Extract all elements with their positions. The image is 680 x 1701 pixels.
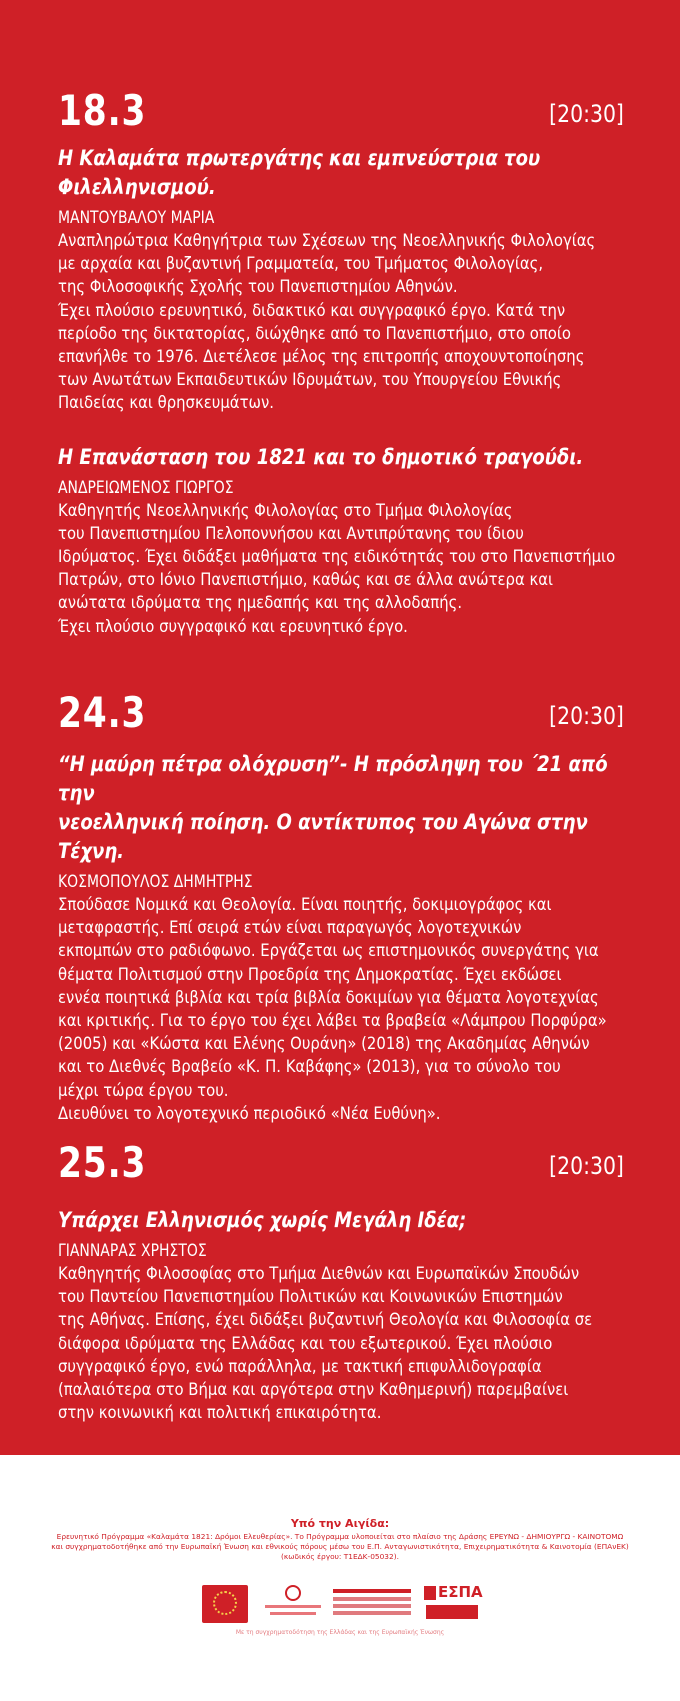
bio-line: Πατρών, στο Ιόνιο Πανεπιστήμιο, καθώς και σε άλλα ανώτερα και bbox=[58, 570, 554, 590]
bio-line: ανώτατα ιδρύματα της ημεδαπής και της αλλοδαπής. bbox=[58, 593, 463, 613]
bio-line: εκπομπών στο ραδιόφωνο. Εργάζεται ως επιστημονικός συνεργάτης για bbox=[58, 941, 599, 961]
talk-title-line: Η Καλαμάτα πρωτεργάτης και εμπνεύστρια του Φιλελληνισμού. bbox=[58, 146, 541, 199]
bio-line: Σπούδασε Νομικά και Θεολογία. Είναι ποιητής, δοκιμιογράφος και bbox=[58, 895, 552, 914]
speaker-bio bbox=[58, 499, 623, 638]
event-25-3 bbox=[58, 1138, 624, 1424]
bio-line: Έχει πλούσιο συγγραφικό και ερευνητικό έργο. bbox=[58, 616, 408, 636]
bio-line: της Φιλοσοφικής Σχολής του Πανεπιστημίου Αθηνών. bbox=[58, 277, 458, 297]
talk bbox=[58, 443, 624, 638]
bio-line: και κριτικής. Για το έργο του έχει λάβει τα βραβεία «Λάμπρου Πορφύρα» bbox=[58, 1011, 607, 1031]
date-row bbox=[58, 688, 624, 744]
bio-line: περίοδο της δικτατορίας, διώχθηκε από το Πανεπιστήμιο, στο οποίο bbox=[58, 323, 571, 343]
talk bbox=[58, 144, 624, 415]
talk-title-line: “Η μαύρη πέτρα ολόχρυση”- Η πρόσληψη του ΄21 από την bbox=[58, 752, 608, 805]
bio-line: των Ανωτάτων Εκπαιδευτικών Ιδρυμάτων, του Υπουργείου Εθνικής bbox=[58, 370, 562, 390]
speaker-name: ΑΝΔΡΕΙΩΜΕΝΟΣ ΓΙΩΡΓΟΣ bbox=[58, 477, 234, 497]
bio-line: Ιδρύματος. Έχει διδάξει μαθήματα της ειδικότητάς του στο Πανεπιστήμιο bbox=[58, 547, 616, 567]
bio-line: θέματα Πολιτισμού στην Προεδρία της Δημοκρατίας. Έχει εκδώσει bbox=[58, 964, 562, 984]
talk bbox=[58, 1206, 624, 1424]
flag-icon bbox=[424, 1586, 436, 1600]
bio-line: επανήλθε το 1976. Διετέλεσε μέλος της επιτροπής αποχουντοποίησης bbox=[58, 347, 585, 367]
talk-title bbox=[58, 750, 626, 866]
event-date: 18.3 bbox=[58, 86, 147, 135]
event-24-3 bbox=[58, 688, 624, 1125]
bio-line: και το Διεθνές Βραβείο «Κ. Π. Καβάφης» (2013), για το σύνολο του bbox=[58, 1057, 561, 1077]
funding-line: Ερευνητικό Πρόγραμμα «Καλαμάτα 1821: Δρόμοι Ελευθερίας». Το Πρόγραμμα υλοποιείται στο πλαίσιο της Δράσης ΕΡΕΥΝΩ - ΔΗΜΙΟΥΡΓΩ - ΚΑΙΝΟΤΟΜΩ bbox=[56, 1532, 624, 1541]
espa-logo bbox=[424, 1583, 483, 1623]
event-18-3 bbox=[58, 86, 624, 638]
bio-line: του Παντείου Πανεπιστημίου Πολιτικών και Κοινωνικών Επιστημών bbox=[58, 1287, 563, 1307]
logo-text-bar bbox=[333, 1589, 411, 1593]
speaker-name: ΚΟΣΜΟΠΟΥΛΟΣ ΔΗΜΗΤΡΗΣ bbox=[58, 872, 253, 891]
logo-text-bar bbox=[270, 1612, 316, 1615]
bio-line: Διευθύνει το λογοτεχνικό περιοδικό «Νέα Ευθύνη». bbox=[58, 1103, 441, 1123]
talk-title-line: νεοελληνική ποίηση. Ο αντίκτυπος του Αγώνα στην Τέχνη. bbox=[58, 810, 588, 863]
bio-line: Αναπληρώτρια Καθηγήτρια των Σχέσεων της Νεοελληνικής Φιλολογίας bbox=[58, 231, 596, 250]
bio-line: στην κοινωνική και πολιτική επικαιρότητα. bbox=[58, 1403, 382, 1423]
event-time: [20:30] bbox=[549, 100, 624, 128]
bio-line: μεταφραστής. Επί σειρά ετών είναι παραγωγός λογοτεχνικών bbox=[58, 918, 522, 938]
date-row bbox=[58, 86, 624, 142]
bio-line: Έχει πλούσιο ερευνητικό, διδακτικό και συγγραφικό έργο. Κατά την bbox=[58, 300, 566, 320]
bio-line: διάφορα ιδρύματα της Ελλάδας και του εξωτερικού. Έχει πλούσιο bbox=[58, 1333, 553, 1353]
speaker-name: ΓΙΑΝΝΑΡΑΣ ΧΡΗΣΤΟΣ bbox=[58, 1241, 207, 1260]
event-time: [20:30] bbox=[549, 1152, 624, 1180]
logo-text-bar bbox=[333, 1597, 411, 1601]
logo-block bbox=[426, 1605, 478, 1619]
talk-title-line: Υπάρχει Ελληνισμός χωρίς Μεγάλη Ιδέα; bbox=[58, 1208, 467, 1232]
footer bbox=[0, 1455, 680, 1701]
bio-line: Παιδείας και θρησκευμάτων. bbox=[58, 393, 274, 413]
espa-logo-text: ΕΣΠΑ bbox=[438, 1583, 483, 1601]
talk-title bbox=[58, 144, 626, 202]
logo-text-bar bbox=[333, 1611, 411, 1615]
logo-text-bar bbox=[333, 1604, 411, 1608]
bio-line: Καθηγητής Φιλοσοφίας στο Τμήμα Διεθνών και Ευρωπαϊκών Σπουδών bbox=[58, 1264, 580, 1283]
bio-line: Καθηγητής Νεοελληνικής Φιλολογίας στο Τμήμα Φιλολογίας bbox=[58, 500, 513, 520]
bio-line: μέχρι τώρα έργου του. bbox=[58, 1080, 229, 1100]
eu-flag-logo bbox=[202, 1585, 248, 1623]
bio-line: εννέα ποιητικά βιβλία και τρία βιβλία δοκιμίων για θέματα λογοτεχνίας bbox=[58, 987, 599, 1007]
funding-text bbox=[40, 1532, 640, 1562]
epanek-logo bbox=[333, 1585, 411, 1623]
patronage-heading: Υπό την Αιγίδα: bbox=[290, 1517, 390, 1530]
event-date: 25.3 bbox=[58, 1138, 147, 1187]
eu-stars-icon bbox=[213, 1591, 237, 1615]
bio-line: (2005) και «Κώστα και Ελένης Ουράνη» (2018) της Ακαδημίας Αθηνών bbox=[58, 1034, 590, 1054]
bio-line: της Αθήνας. Επίσης, έχει διδάξει βυζαντινή Θεολογία και Φιλοσοφία σε bbox=[58, 1310, 593, 1330]
speaker-name: ΜΑΝΤΟΥΒΑΛΟΥ ΜΑΡΙΑ bbox=[58, 208, 215, 227]
funding-line: (κωδικός έργου: Τ1ΕΔΚ-05032). bbox=[281, 1552, 399, 1561]
speaker-bio bbox=[58, 1262, 623, 1424]
date-row bbox=[58, 1138, 624, 1194]
funding-line: και συγχρηματοδοτήθηκε από την Ευρωπαϊκή Ένωση και εθνικούς πόρους μέσω του Ε.Π. Ανταγωνιστικότητα, Επιχειρηματικότητα & Καινοτομία (ΕΠΑνΕΚ) bbox=[51, 1542, 629, 1551]
coat-of-arms-icon bbox=[285, 1585, 301, 1601]
bio-line: με αρχαία και βυζαντινή Γραμματεία, του Τμήματος Φιλολογίας, bbox=[58, 254, 544, 274]
talk bbox=[58, 750, 624, 1125]
speaker-bio bbox=[58, 229, 623, 415]
event-date: 24.3 bbox=[58, 688, 147, 737]
ministry-logo bbox=[263, 1585, 323, 1623]
event-time: [20:30] bbox=[549, 702, 624, 730]
bio-line: συγγραφικό έργο, ενώ παράλληλα, με τακτική επιφυλλιδογραφία bbox=[58, 1356, 542, 1376]
sponsor-logos bbox=[0, 1583, 680, 1633]
talk-title bbox=[58, 443, 626, 472]
bio-line: (παλαιότερα στο Βήμα και αργότερα στην Καθημερινή) παρεμβαίνει bbox=[58, 1380, 569, 1400]
cofinancing-caption: Με τη συγχρηματοδότηση της Ελλάδας και της Ευρωπαϊκής Ένωσης bbox=[235, 1629, 445, 1636]
bio-line: του Πανεπιστημίου Πελοποννήσου και Αντιπρύτανης του ίδιου bbox=[58, 523, 524, 543]
logo-text-bar bbox=[265, 1605, 321, 1608]
talk-title bbox=[58, 1206, 626, 1235]
talk-title-line: Η Επανάσταση του 1821 και το δημοτικό τραγούδι. bbox=[58, 444, 584, 469]
speaker-bio bbox=[58, 893, 623, 1125]
